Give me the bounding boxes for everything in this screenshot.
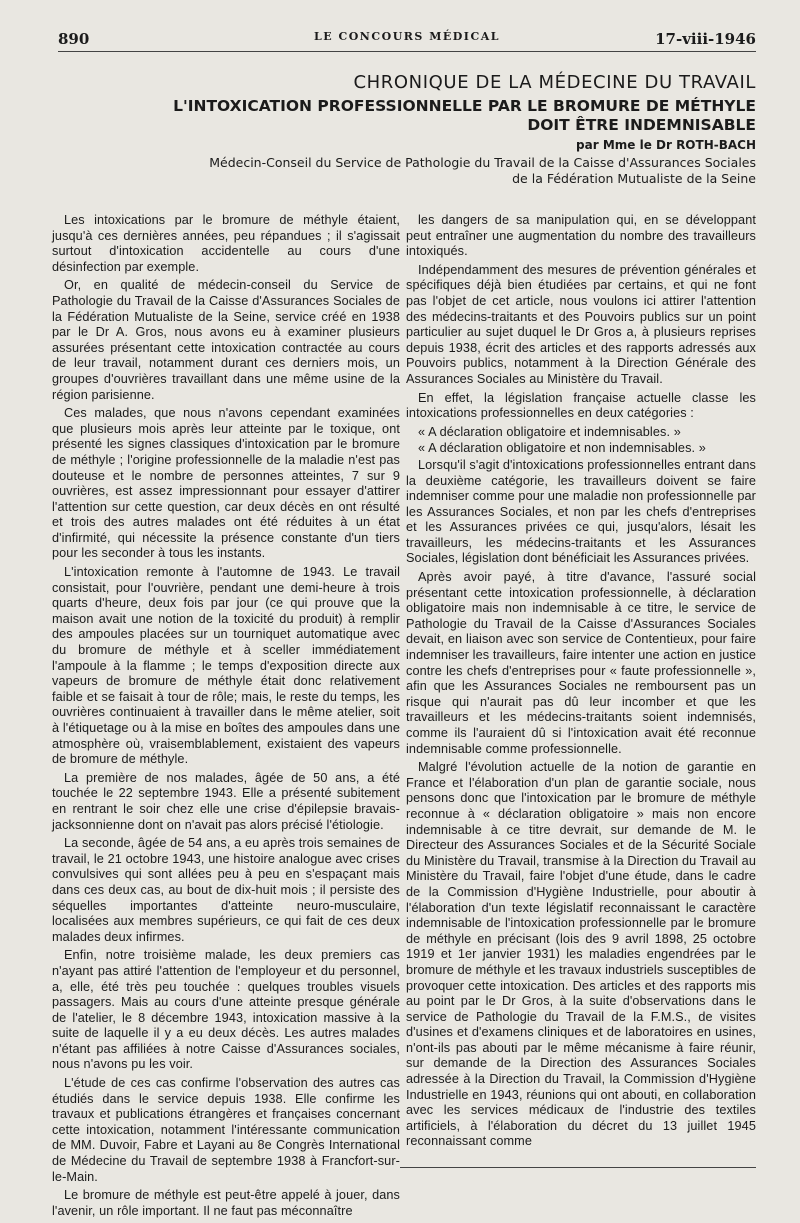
paragraph: La première de nos malades, âgée de 50 ans, a été touchée le 22 septembre 1943. Elle a présenté subitement en rentrant le soir chez elle une crise d'épilepsie bravais-jacksonnienne dont on n'avait pas alors précisé l'étiologie. (52, 770, 400, 832)
paragraph: Enfin, notre troisième malade, les deux premiers cas n'ayant pas attiré l'attention de l'employeur et du personnel, a, elle, été très peu touchée : quelques troubles visuels passagers. Mais au cours d'une atteinte presque générale de l'atelier, le 8 décembre 1943, intoxication massive à la suite de laquelle il y a eu deux décès. Les autres malades n'étant pas affiliées à notre Caisse d'Assurances sociales, nous n'avons pu les voir. (52, 948, 400, 1072)
paragraph: les dangers de sa manipulation qui, en se développant peut entraîner une augmentation du nombre des travailleurs intoxiqués. (406, 213, 756, 259)
footer-rule (400, 1167, 756, 1168)
byline: par Mme le Dr ROTH-BACH (576, 138, 756, 152)
paragraph: Malgré l'évolution actuelle de la notion de garantie en France et l'élaboration d'un plan de garantie sociale, nous pensons donc que l'intoxication par le bromure de méthyle reconnue à « déclaration obligatoire » mais non encore indemnisable à ce titre devrait, sur demande de M. le Directeur des Assurances Sociales et de la Sécurité Sociale du Ministère du Travail, transmise à la Direction du Travail au Ministère du Travail, faire l'objet d'une étude, dans le cadre de la Commission d'Hygiène Industrielle, pour aboutir à l'élaboration d'un texte législatif reconnaissant le caractère indemnisable de l'intoxication professionnelle par le bromure de méthyle en précisant (lois des 9 avril 1898, 25 octobre 1919 et 1er janvier 1931) les maladies engendrées par le bromure de méthyle et les travaux industriels susceptibles de provoquer cette intoxication. Des articles et des rapports mis au point par le Dr Gros, à la suite d'observations dans le service de Pathologie du Travail de la F.M.S., de visites d'usines et d'examens cliniques et de laboratoires en usines, n'ont-ils pas abouti par le même mécanisme à faire réunir, sur demande de la Direction des Assurances Sociales adressée à la Direction du Travail, la Commission d'Hygiène Industrielle en 1943, réunions qui ont abouti, en collaboration avec les services médicaux de l'industrie des textiles artificiels, à l'élaboration du décret du 13 juillet 1945 reconnaissant comme (406, 760, 756, 1149)
paragraph: En effet, la législation française actuelle classe les intoxications professionnelles en deux catégories : (406, 390, 756, 421)
header-rule (58, 51, 756, 52)
title-block (56, 72, 756, 187)
affiliation (56, 155, 756, 187)
right-column (406, 213, 756, 1153)
running-head (58, 30, 756, 50)
paragraph: Indépendamment des mesures de prévention générales et spécifiques déjà bien étudiées par certains, et qui ne font pas l'objet de cet article, nous voulons ici attirer l'attention des médecins-traitants et des Pouvoirs publics sur un point particulier au sujet duquel le Dr Gros a, à plusieurs reprises depuis 1938, écrit des articles et des rapports adressés aux Pouvoirs publics, notamment à la Direction Générale des Assurances Sociales au Ministère du Travail. (406, 262, 756, 386)
quoted-category: « A déclaration obligatoire et indemnisables. » (418, 424, 681, 439)
chronicle-heading: CHRONIQUE DE LA MÉDECINE DU TRAVAIL (353, 72, 756, 93)
paragraph: L'intoxication remonte à l'automne de 1943. Le travail consistait, pour l'ouvrière, pendant une demi-heure à trois quarts d'heure, deux fois par jour (ce qui prouve que la maison avait une notion de la toxicité du produit) à remplir des ampoules placées sur un tourniquet automatique avec du bromure de méthyle et à sceller immédiatement l'ampoule à la flamme ; le temps d'exposition directe aux vapeurs de bromure de méthyle était donc relativement faible et se faisait à tour de rôle; mais, le reste du temps, les ouvrières continuaient à travailler dans le même atelier, soit à l'étiquetage ou à la mise en boîtes des ampoules dans une atmosphère où, vraisemblablement, existaient des vapeurs de bromure de méthyle. (52, 565, 400, 767)
journal-name: LE CONCOURS MÉDICAL (314, 30, 500, 43)
paragraph: La seconde, âgée de 54 ans, a eu après trois semaines de travail, le 21 octobre 1943, une histoire analogue avec crises convulsives qui sont allées peu à peu en s'espaçant mais dans ces deux cas, au bout de dix-huit mois ; il persiste des séquelles importantes d'atteinte neuro-musculaire, localisées aux membres supérieurs, ce qui fait de ces deux malades deux infirmes. (52, 836, 400, 944)
paragraph: Lorsqu'il s'agit d'intoxications professionnelles entrant dans la deuxième catégorie, les travailleurs doivent se faire indemniser comme pour une maladie non professionnelle par les Assurances Sociales, et non par les chefs d'entreprises et les Assurances privées ce qui, jusqu'alors, lésait les travailleurs, les médecins-traitants et les Assurances Sociales, législation dont bénéficiait les Assurances privées. (406, 457, 756, 566)
quoted-category: « A déclaration obligatoire et non indemnisables. » (418, 441, 706, 456)
affiliation-line-1: Médecin-Conseil du Service de Pathologie du Travail de la Caisse d'Assurances Sociales (209, 155, 756, 170)
paragraph: Or, en qualité de médecin-conseil du Service de Pathologie du Travail de la Caisse d'Assurances Sociales de la Fédération Mutualiste de la Seine, service créé en 1938 par le Dr A. Gros, nous avons eu à examiner plusieurs assurées présentant cette intoxication contractée au cours de leur travail, notamment durant ces derniers mois, un groupes d'ouvrières travaillant dans une même usine de la région parisienne. (52, 278, 400, 402)
article-title-line-2: DOIT ÊTRE INDEMNISABLE (527, 116, 756, 134)
issue-date: 17-viii-1946 (655, 30, 756, 48)
article-title (56, 97, 756, 135)
paragraph: Après avoir payé, à titre d'avance, l'assuré social présentant cette intoxication professionnelle, à déclaration obligatoire mais non indemnisable à ce titre, le service de Pathologie du Travail de la Caisse d'Assurances Sociales devait, en liaison avec son service de Contentieux, pour faire indemniser les travailleurs, faire intenter une action en justice contre les chefs d'entreprises pour « faute professionnelle », afin que les Assurances Sociales ne remboursent pas un risque qui n'aurait pas dû leur incomber et que les travailleurs et les médecins-traitants soient indemnisés, comme ils l'auraient dû si l'intoxication avait été reconnue indemnisable comme professionnelle. (406, 570, 756, 756)
paragraph: L'étude de ces cas confirme l'observation des autres cas étudiés dans le service depuis 1938. Elle confirme les travaux et publications étrangères et françaises concernant cette intoxication, notamment l'intéressante communication de MM. Duvoir, Fabre et Layani au 8e Congrès International de Médecine du Travail de septembre 1938 à Francfort-sur-le-Main. (52, 1076, 400, 1184)
paragraph: Ces malades, que nous n'avons cependant examinées que plusieurs mois après leur atteinte par le toxique, ont présenté les signes classiques d'intoxication par le bromure de méthyle ; l'origine professionnelle de la maladie n'est pas douteuse et le nombre de personnes atteintes, 7 sur 9 ouvrières, est assez impressionnant pour essayer d'attirer l'attention sur cette question, car deux décès en ont résulté et trois des autres malades ont été réduites à un état d'infirmité, qui nécessite la présence constante d'un tiers pour les seconder à tous les instants. (52, 406, 400, 561)
affiliation-line-2: de la Fédération Mutualiste de la Seine (512, 171, 756, 186)
left-column (52, 213, 400, 1222)
page-number: 890 (58, 30, 90, 48)
paragraph: Les intoxications par le bromure de méthyle étaient, jusqu'à ces dernières années, peu répandues ; il s'agissait surtout d'intoxication accidentelle au cours d'une désinfection par exemple. (52, 213, 400, 274)
article-title-line-1: L'INTOXICATION PROFESSIONNELLE PAR LE BROMURE DE MÉTHYLE (173, 97, 756, 115)
paragraph: Le bromure de méthyle est peut-être appelé à jouer, dans l'avenir, un rôle important. Il ne faut pas méconnaître (52, 1188, 400, 1218)
